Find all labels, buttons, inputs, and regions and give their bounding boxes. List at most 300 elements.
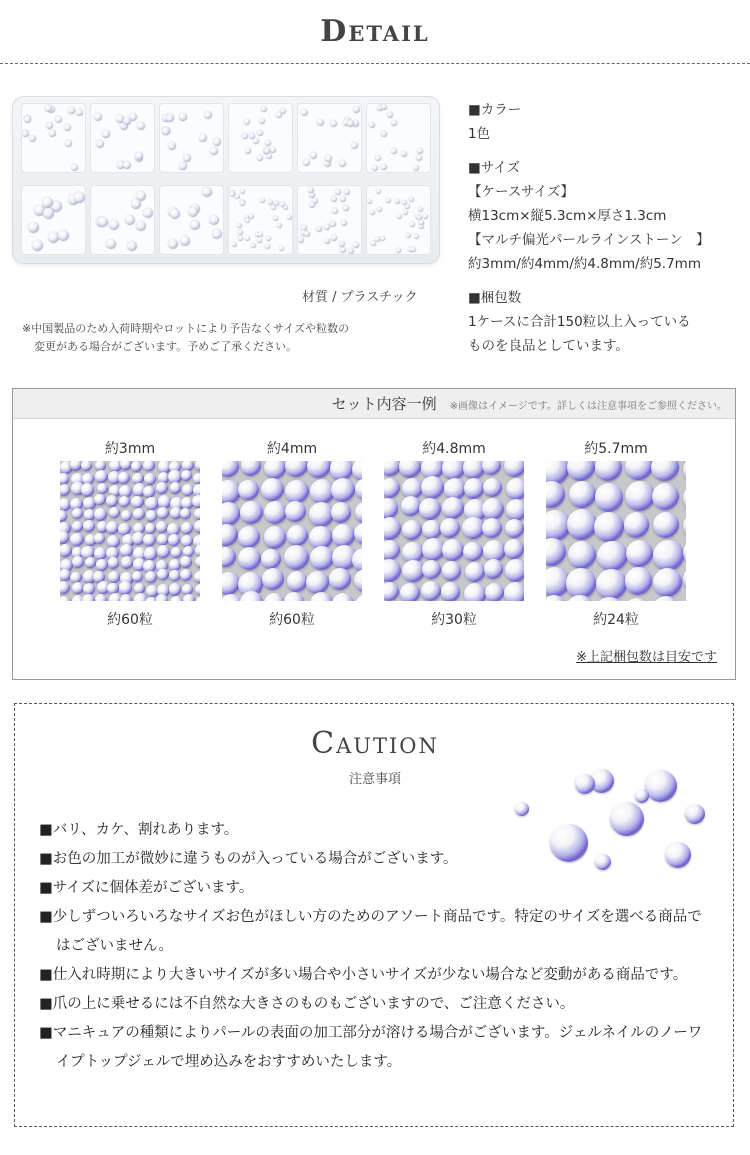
import-note: ※中国製品のため入荷時期やロットにより予告なくサイズや粒数の 変更がある場合がございます。予めご了承ください。 (22, 322, 350, 353)
bead (340, 196, 346, 202)
pearl (146, 510, 157, 521)
pearl (653, 596, 680, 601)
pack-line: ものを良品としています。 (468, 338, 629, 354)
color-value: 1色 (468, 126, 491, 142)
bead (417, 215, 422, 220)
pearl (384, 559, 401, 582)
bead (55, 116, 62, 123)
pearl (181, 535, 193, 547)
bead (257, 238, 262, 243)
pearl (157, 507, 169, 519)
pearl (95, 470, 108, 483)
pearl (567, 509, 597, 539)
pearl (180, 569, 192, 581)
caution-item: ■少しずついろいろなサイズお色がほしい方のためのアソート商品です。特定のサイズを選べる商品ではございません。 (39, 909, 702, 954)
bead (168, 239, 178, 249)
pearl (683, 539, 686, 566)
pearl (143, 486, 155, 498)
pearl (482, 461, 501, 475)
case-size-label: 【ケースサイズ】 (468, 184, 574, 200)
bead (419, 220, 424, 225)
pearl (683, 461, 686, 484)
pearl (463, 542, 482, 561)
bead (265, 244, 270, 249)
pearl (60, 473, 69, 485)
bead (76, 109, 83, 116)
pearl (171, 547, 182, 558)
pearl (72, 521, 83, 532)
pearl (120, 594, 132, 601)
caution-item: ■マニキュアの種類によりパールの表面の加工部分が溶ける場合がございます。ジェルネイルのノーワイプトップジェルで埋め込みをおすすめいたします。 (39, 1025, 703, 1070)
pearl (653, 568, 682, 597)
pearl (145, 497, 158, 510)
pearl (156, 594, 169, 601)
bead (348, 248, 354, 254)
bead (353, 106, 360, 113)
pearl (384, 540, 400, 560)
caution-list (39, 816, 715, 1077)
bead (42, 197, 53, 208)
pearl (95, 594, 107, 601)
bead (280, 202, 285, 207)
bead (387, 112, 393, 118)
caution-item: ■サイズに個体差がございます。 (39, 880, 254, 896)
pearl (81, 461, 92, 471)
bead (324, 238, 330, 244)
pearl (384, 582, 399, 601)
bead (410, 222, 415, 227)
bead (317, 119, 324, 126)
case-compartment (159, 185, 224, 255)
bead (377, 207, 382, 212)
pearl (653, 540, 684, 571)
pearl (442, 561, 462, 581)
bead (371, 241, 376, 246)
pearl (652, 483, 679, 510)
bead (131, 199, 141, 209)
pearl (354, 523, 362, 544)
case-size-value: 横13cm×縦5.3cm×厚さ1.3cm (468, 208, 667, 224)
pearl (482, 498, 504, 520)
bead (273, 216, 278, 221)
caution-box (14, 703, 734, 1127)
pearl (505, 559, 524, 582)
pearl (683, 512, 686, 540)
sample-count: 約60粒 (107, 612, 153, 628)
bead (232, 242, 237, 247)
bead (409, 197, 414, 202)
bead (74, 192, 85, 203)
pearl (144, 547, 157, 560)
pack-line: 1ケースに合計150粒以上入っている (468, 314, 691, 330)
caution-heading: Caution (311, 726, 439, 761)
bead (253, 138, 259, 144)
bead (260, 198, 265, 203)
bead (183, 154, 191, 162)
section-divider (0, 63, 750, 64)
bead (209, 215, 219, 225)
set-contents-box (12, 388, 736, 680)
pearl (683, 566, 686, 592)
case-compartment (90, 103, 155, 173)
pearl (170, 596, 183, 601)
pearl (70, 533, 83, 546)
pearl (97, 483, 108, 494)
bead (43, 208, 54, 219)
bead (96, 140, 104, 148)
bead (179, 113, 187, 121)
bead (58, 230, 69, 241)
pearl (623, 598, 651, 601)
bead (276, 112, 282, 118)
bead (32, 240, 43, 251)
pearl (194, 508, 200, 520)
pearl (264, 461, 286, 479)
bead (136, 221, 146, 231)
bead (316, 226, 322, 232)
pearl (157, 569, 169, 581)
sample-photo (222, 461, 362, 601)
bead (170, 209, 180, 219)
pearl (569, 481, 596, 508)
pearl (94, 533, 105, 544)
pearl (83, 520, 95, 532)
pearl (196, 596, 200, 601)
bead (94, 113, 102, 121)
pearl (181, 470, 192, 481)
pearl (506, 499, 524, 520)
bead (411, 247, 416, 252)
bead (339, 160, 346, 167)
pearl (285, 461, 308, 477)
bead (310, 152, 317, 159)
pearl (222, 502, 240, 525)
pearl (60, 531, 69, 544)
pearl (284, 592, 305, 601)
bead (381, 164, 387, 170)
pearl (482, 518, 502, 538)
bead (391, 148, 397, 154)
pearl (60, 510, 67, 521)
pearl (464, 478, 484, 498)
pearl (504, 582, 524, 601)
pearl (238, 480, 259, 501)
pearl (331, 502, 352, 523)
stone-sizes: 約3mm/約4mm/約4.8mm/約5.7mm (468, 256, 701, 272)
case-compartment (159, 103, 224, 173)
caution-subtitle: 注意事項 (348, 772, 401, 787)
pearl (355, 502, 362, 523)
bead (125, 215, 135, 225)
pearl (626, 540, 653, 567)
pearl (384, 478, 400, 498)
pearl (131, 496, 143, 508)
bead (270, 147, 276, 153)
bead (65, 140, 72, 147)
pearl (422, 560, 441, 579)
sample-item (60, 437, 200, 629)
case-compartment (297, 103, 362, 173)
bead (381, 131, 387, 137)
pearl (284, 545, 309, 570)
bead (168, 142, 176, 150)
bead (237, 223, 242, 228)
bead (199, 134, 207, 142)
bead (240, 201, 245, 206)
bead (235, 194, 240, 199)
pearl (60, 596, 71, 601)
set-title: セット内容一例 (331, 395, 437, 413)
pearl (238, 547, 261, 570)
bead (277, 223, 282, 228)
bead (68, 107, 75, 114)
pearl (121, 510, 132, 521)
pearl (120, 544, 133, 557)
pearl (651, 461, 678, 481)
pearl (504, 461, 524, 477)
bead (423, 214, 428, 219)
bead (391, 120, 397, 126)
bead (417, 148, 423, 154)
bead (240, 189, 245, 194)
case-bottom-row (21, 185, 431, 255)
pearl (169, 583, 182, 596)
bead (259, 118, 265, 124)
sample-size: 約4.8mm (422, 441, 486, 457)
pearl (261, 478, 284, 501)
bead (367, 199, 372, 204)
bead (395, 199, 400, 204)
bead (106, 239, 116, 249)
pearl (625, 461, 653, 480)
case-compartment (90, 185, 155, 255)
bead (238, 236, 243, 241)
product-case-image (12, 96, 440, 264)
sample-photo (546, 461, 686, 601)
pearl (195, 461, 200, 471)
pearl (60, 569, 71, 581)
bead (109, 220, 119, 230)
pearl (384, 498, 398, 518)
pearl (285, 501, 307, 523)
sample-item (222, 437, 362, 629)
bead (369, 122, 375, 128)
pearl (60, 484, 70, 495)
pearl (264, 501, 287, 524)
bead (413, 165, 419, 171)
pearl (81, 483, 94, 496)
pearl (94, 494, 105, 505)
pearl (506, 478, 524, 500)
sample-size: 約5.7mm (584, 441, 648, 457)
bead (304, 231, 310, 237)
pearl (352, 548, 362, 572)
sample-size: 約4mm (266, 441, 318, 457)
pearl (399, 461, 421, 478)
pearl (400, 583, 420, 601)
pearl (182, 484, 194, 496)
pearl (682, 597, 686, 601)
bead (49, 130, 56, 137)
pearl (157, 534, 168, 545)
bead (386, 198, 391, 203)
pearl (133, 508, 145, 520)
bead (332, 208, 338, 214)
bead (190, 220, 200, 230)
pearl (222, 524, 238, 546)
bead (127, 241, 137, 251)
pearl (287, 525, 308, 546)
pearl (483, 478, 502, 497)
pearl (82, 594, 95, 601)
pearl (285, 480, 309, 504)
bead (344, 189, 350, 195)
pearl (594, 597, 625, 601)
sample-photo (384, 461, 524, 601)
pearl (145, 571, 157, 583)
bead (401, 151, 407, 157)
bead (309, 202, 315, 208)
pearl (72, 556, 84, 568)
bead (416, 155, 422, 161)
detail-heading: Detail (320, 14, 430, 49)
pearl (683, 484, 686, 513)
pearl (108, 571, 120, 583)
pearl (118, 472, 129, 483)
spec-list (468, 98, 748, 358)
bead (330, 221, 336, 227)
pearl (131, 461, 142, 472)
pearl (85, 557, 96, 568)
bead (123, 161, 131, 169)
bead (143, 208, 153, 218)
pearl (332, 593, 354, 601)
bead (180, 236, 190, 246)
pearl (355, 594, 362, 601)
pearl (143, 534, 156, 547)
pearl (119, 581, 132, 594)
bead (274, 201, 279, 206)
pearl (156, 482, 168, 494)
pearl (145, 523, 156, 534)
bead (301, 109, 308, 116)
pearl (109, 507, 121, 519)
pearl (108, 557, 120, 569)
bead (45, 105, 52, 112)
pack-heading: ■梱包数 (468, 290, 522, 306)
sample-item (546, 437, 686, 629)
count-footnote: ※上記梱包数は目安です (576, 650, 717, 665)
bead (71, 164, 78, 171)
sample-count: 約60粒 (269, 612, 315, 628)
case-compartment (366, 185, 431, 255)
bead (123, 117, 131, 125)
bead (242, 133, 248, 139)
pearl (241, 461, 262, 476)
bead (46, 122, 53, 129)
sample-count: 約24粒 (593, 612, 639, 628)
pearl (442, 539, 463, 560)
pearl (307, 461, 331, 478)
bead (245, 236, 250, 241)
pearl (180, 508, 191, 519)
pearl (183, 594, 195, 601)
sample-size: 約3mm (104, 441, 156, 457)
bead (202, 187, 212, 197)
pearl (575, 774, 595, 794)
pearl (222, 547, 236, 568)
pearl (354, 569, 362, 592)
pearl (596, 569, 627, 600)
pearl (484, 559, 503, 578)
case-compartment (21, 185, 86, 255)
pearl (310, 546, 334, 570)
pearl (625, 481, 655, 511)
bead (251, 243, 256, 248)
bead (406, 233, 411, 238)
pearl (546, 481, 565, 508)
bead (375, 155, 381, 161)
pearl (464, 583, 486, 601)
bead (244, 119, 250, 125)
pearl (120, 461, 132, 470)
bead (210, 147, 218, 155)
bead (249, 214, 254, 219)
pearl (94, 547, 107, 560)
case-top-row (21, 103, 431, 173)
pearl (195, 584, 200, 596)
bead (376, 189, 381, 194)
bead (238, 230, 243, 235)
bead (370, 210, 375, 215)
pearl (169, 570, 180, 581)
bead (405, 204, 410, 209)
bead (24, 116, 31, 123)
pearl (192, 495, 200, 508)
pearl (329, 568, 350, 589)
stone-label: 【マルチ偏光パールラインストーン 】 (468, 232, 710, 248)
bead (351, 142, 358, 149)
bead (396, 248, 401, 253)
bead (341, 220, 347, 226)
bead (162, 127, 170, 135)
pearl (193, 473, 200, 484)
pearl (422, 520, 442, 540)
bead (303, 159, 310, 166)
pearl (421, 476, 444, 499)
pearl (181, 522, 193, 534)
pearl (441, 582, 461, 601)
bead (188, 207, 198, 217)
bead (257, 155, 263, 161)
bead (335, 189, 341, 195)
bead (343, 205, 349, 211)
material-label: 材質 / プラスチック (302, 290, 418, 305)
bead (64, 124, 71, 131)
pearl (194, 520, 200, 533)
pearl (421, 581, 441, 601)
pearl (222, 572, 240, 595)
pearl (72, 508, 83, 519)
color-heading: ■カラー (468, 102, 522, 118)
pearl (546, 595, 567, 601)
case-compartment (366, 103, 431, 173)
bead (266, 236, 271, 241)
bead (418, 207, 423, 212)
caution-item: ■お色の加工が微妙に違うものが入っている場合がございます。 (39, 851, 458, 867)
pearl (106, 495, 118, 507)
bead (265, 140, 271, 146)
